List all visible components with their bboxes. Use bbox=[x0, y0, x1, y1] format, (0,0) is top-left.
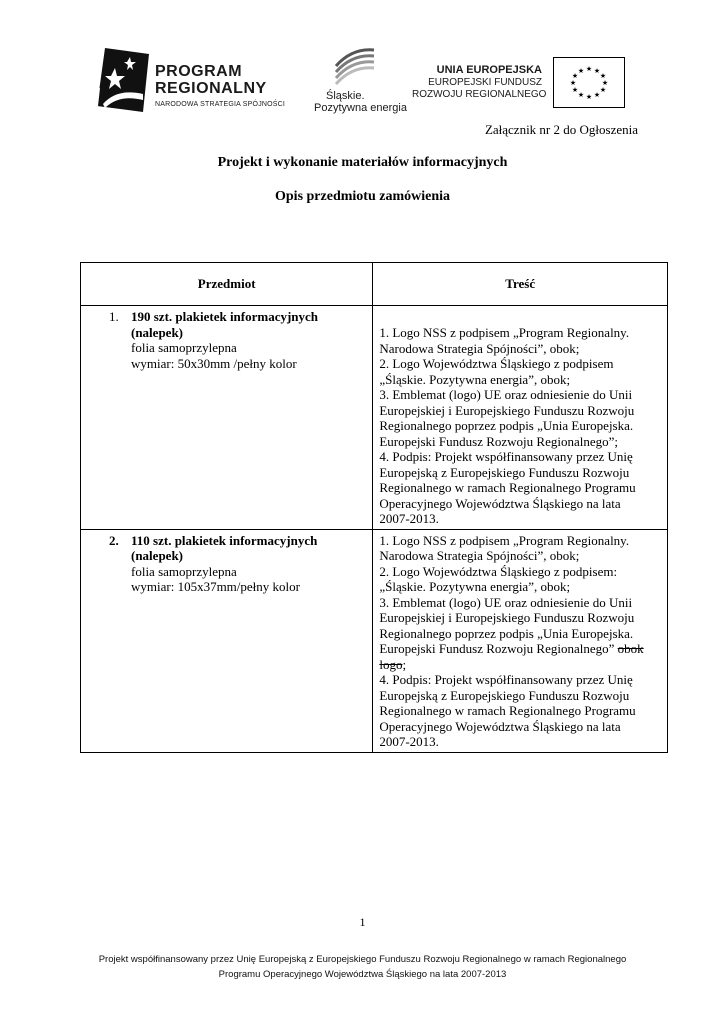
row2-content-line: 3. Emblemat (logo) UE oraz odniesienie do Unii bbox=[379, 594, 633, 610]
row2-content-line: 2007-2013. bbox=[379, 734, 439, 749]
row2-content-line: Operacyjnego Województwa Śląskiego na lata bbox=[379, 718, 621, 734]
row1-content-line: Regionalnego w ramach Regionalnego Programu bbox=[379, 480, 636, 495]
row1-content bbox=[373, 306, 667, 529]
document-title: Projekt i wykonanie materiałów informacyjnych bbox=[217, 155, 508, 170]
program-regionalny-line2: REGIONALNY bbox=[155, 80, 267, 97]
row1-detail2: wymiar: 50x30mm /pełny kolor bbox=[131, 355, 297, 371]
row1-content-line: 3. Emblemat (logo) UE oraz odniesienie do Unii bbox=[379, 387, 633, 402]
row2-struck-logo: logo bbox=[379, 656, 403, 672]
eu-flag-icon bbox=[553, 57, 625, 108]
row1-subject-cell bbox=[81, 306, 373, 530]
row1-content-line: Regionalnego poprzez podpis „Unia Europejska. bbox=[379, 418, 634, 433]
eu-logo-text bbox=[412, 64, 547, 101]
row2-content-line: Europejskiej i Europejskiego Funduszu Rozwoju bbox=[379, 610, 635, 625]
row2-content-line: 2. Logo Województwa Śląskiego z podpisem: bbox=[379, 563, 618, 579]
row1-content-line: Europejski Fundusz Rozwoju Regionalnego”; bbox=[379, 433, 619, 449]
row2-content-line: Europejską z Europejskiego Funduszu Rozwoju bbox=[379, 687, 630, 703]
svg-text:★: ★ bbox=[599, 86, 607, 94]
row2-detail1: folia samoprzylepna bbox=[131, 563, 237, 579]
footer bbox=[0, 952, 725, 982]
row1-content-line: „Śląskie. Pozytywna energia”, obok; bbox=[379, 371, 571, 387]
row2-content-line: Regionalnego poprzez podpis „Unia Europejska. bbox=[379, 625, 634, 641]
row2-line9-text: ; bbox=[402, 656, 407, 672]
row2-content-line: Narodowa Strategia Spójności”, obok; bbox=[379, 548, 580, 563]
eu-line1: UNIA EUROPEJSKA bbox=[436, 64, 542, 76]
row2-content-cell bbox=[373, 529, 668, 752]
row1-content-line: 2. Logo Województwa Śląskiego z podpisem bbox=[379, 356, 614, 371]
annex-label: Załącznik nr 2 do Ogłoszenia bbox=[484, 122, 638, 137]
svg-text:★: ★ bbox=[577, 67, 585, 75]
row1-subject bbox=[81, 306, 372, 375]
row1-content-line: Narodowa Strategia Spójności”, obok; bbox=[379, 340, 580, 356]
program-regionalny-line1: PROGRAM bbox=[155, 63, 243, 80]
svg-text:★: ★ bbox=[571, 72, 579, 80]
row1-title-line2: (nalepek) bbox=[131, 324, 183, 340]
row1-content-line: Europejską z Europejskiego Funduszu Rozwoju bbox=[379, 464, 630, 480]
svg-text:★: ★ bbox=[593, 67, 601, 75]
slaskie-line2: Pozytywna energia bbox=[314, 102, 407, 114]
row2-subject bbox=[81, 530, 372, 599]
table-row bbox=[81, 529, 668, 752]
row2-content-line: 4. Podpis: Projekt współfinansowany przez Unię bbox=[379, 672, 633, 687]
row1-detail1: folia samoprzylepna bbox=[131, 340, 237, 355]
svg-text:★: ★ bbox=[599, 72, 607, 80]
row1-number: 1. bbox=[109, 309, 119, 324]
table-row bbox=[81, 306, 668, 530]
eu-line2: EUROPEJSKI FUNDUSZ bbox=[428, 77, 542, 88]
footer-line1: Projekt współfinansowany przez Unię Europejską z Europejskiego Funduszu Rozwoju Regionalnego w ramach Regionalnego bbox=[98, 954, 627, 965]
row2-line8-text: Europejski Fundusz Rozwoju Regionalnego” bbox=[379, 641, 618, 656]
row2-subject-cell bbox=[81, 529, 373, 752]
row1-title-line1: 190 szt. plakietek informacyjnych bbox=[131, 309, 319, 324]
row1-content-line: Europejskiej i Europejskiego Funduszu Rozwoju bbox=[379, 402, 635, 418]
row1-content-line: 2007-2013. bbox=[379, 511, 439, 526]
row2-number: 2. bbox=[109, 532, 119, 548]
svg-text:★: ★ bbox=[593, 91, 601, 99]
row2-content-line: „Śląskie. Pozytywna energia”, obok; bbox=[379, 579, 571, 594]
row1-content-line: 1. Logo NSS z podpisem „Program Regionalny. bbox=[379, 325, 630, 340]
specification-table bbox=[80, 262, 668, 753]
slaskie-line1: Śląskie. bbox=[326, 90, 365, 102]
eu-line3: ROZWOJU REGIONALNEGO bbox=[412, 89, 547, 100]
document-subtitle: Opis przedmiotu zamówienia bbox=[275, 189, 450, 204]
footer-line2: Programu Operacyjnego Województwa Śląskiego na lata 2007-2013 bbox=[218, 969, 507, 980]
program-regionalny-line3: NARODOWA STRATEGIA SPÓJNOŚCI bbox=[155, 101, 286, 108]
row2-content-line bbox=[379, 641, 663, 657]
row2-title-line2: (nalepek) bbox=[131, 548, 183, 563]
row2-struck-obok: obok bbox=[617, 641, 644, 656]
row2-title-line1: 110 szt. plakietek informacyjnych bbox=[131, 532, 318, 548]
svg-text:★: ★ bbox=[601, 79, 609, 87]
program-regionalny-logo bbox=[97, 48, 302, 112]
row2-content bbox=[373, 530, 667, 752]
row2-content-line: 1. Logo NSS z podpisem „Program Regionalny. bbox=[379, 532, 630, 548]
row2-detail2: wymiar: 105x37mm/pełny kolor bbox=[131, 579, 300, 594]
svg-text:★: ★ bbox=[577, 91, 585, 99]
header-przedmiot: Przedmiot bbox=[81, 263, 373, 306]
table-header-row bbox=[81, 263, 668, 306]
slaskie-logo bbox=[312, 46, 407, 116]
slaskie-waves-icon bbox=[332, 46, 378, 88]
header-logos bbox=[0, 0, 725, 120]
page-number: 1 bbox=[359, 915, 366, 929]
row2-content-line bbox=[379, 657, 663, 673]
row1-content-line: Operacyjnego Województwa Śląskiego na lata bbox=[379, 495, 621, 511]
program-regionalny-mark-icon bbox=[97, 48, 149, 112]
svg-text:★: ★ bbox=[569, 79, 577, 87]
row2-content-line: Regionalnego w ramach Regionalnego Programu bbox=[379, 703, 636, 718]
svg-text:★: ★ bbox=[585, 93, 593, 101]
svg-text:★: ★ bbox=[585, 65, 593, 73]
row1-content-cell bbox=[373, 306, 668, 530]
svg-text:★: ★ bbox=[571, 86, 579, 94]
header-tresc: Treść bbox=[373, 263, 668, 306]
row1-content-line: 4. Podpis: Projekt współfinansowany przez Unię bbox=[379, 449, 633, 464]
